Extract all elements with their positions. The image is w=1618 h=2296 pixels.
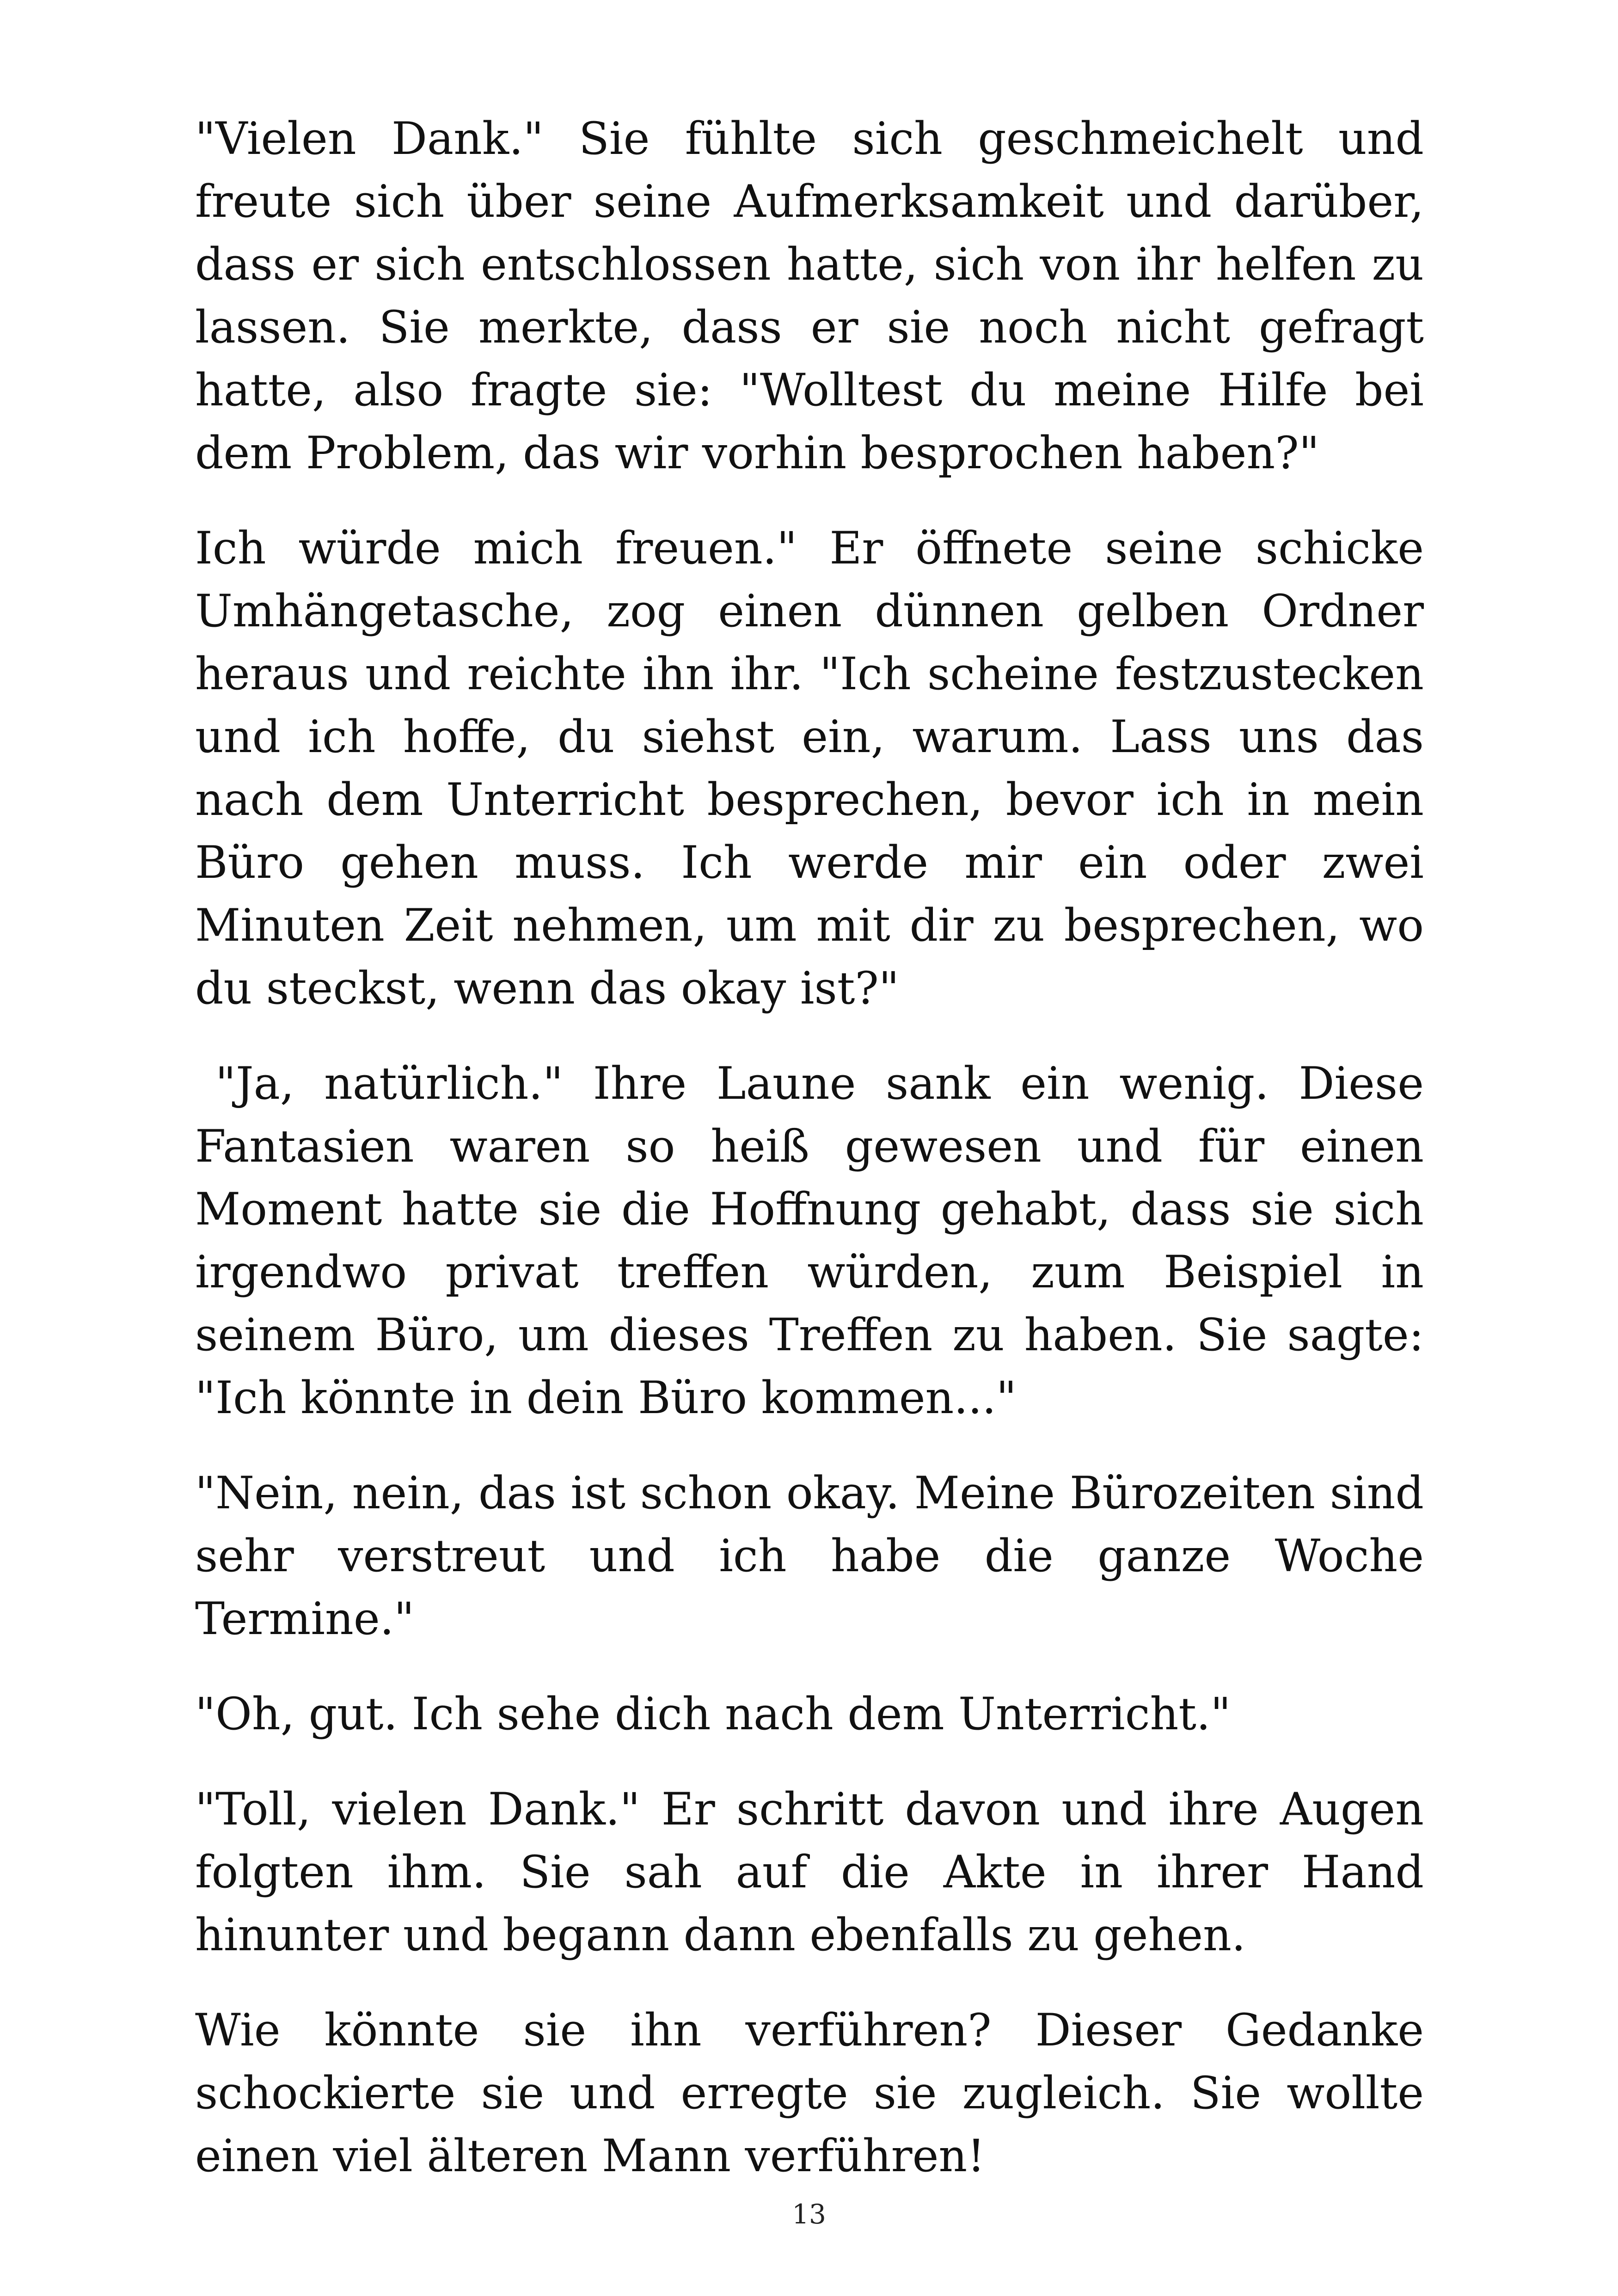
- paragraph-4: "Nein, nein, das ist schon okay. Meine Bürozeiten sind sehr verstreut und ich habe die ganze Woche Termine.": [195, 1467, 1424, 1645]
- paragraph-1: "Vielen Dank." Sie fühlte sich geschmeichelt und freute sich über seine Aufmerksamkeit und darüber, dass er sich entschlossen hatte, sich von ihr helfen zu lassen. Sie merkte, dass er sie noch nicht gefragt hatte, also fragte sie: "Wolltest du meine Hilfe bei dem Problem, das wir vorhin besprochen haben?": [195, 113, 1424, 479]
- paragraph-7: Wie könnte sie ihn verführen? Dieser Gedanke schockierte sie und erregte sie zugleich. Sie wollte einen viel älteren Mann verführen!: [195, 2004, 1424, 2182]
- paragraph-5: "Oh, gut. Ich sehe dich nach dem Unterricht.": [195, 1688, 1231, 1740]
- text-body: [195, 107, 1424, 2220]
- paragraph-3: "Ja, natürlich." Ihre Laune sank ein wenig. Diese Fantasien waren so heiß gewesen und für einen Moment hatte sie die Hoffnung gehabt, dass sie sich irgendwo privat treffen würden, zum Beispiel in seinem Büro, um dieses Treffen zu haben. Sie sagte: "Ich könnte in dein Büro kommen...": [195, 1058, 1424, 1424]
- paragraph-6: "Toll, vielen Dank." Er schritt davon und ihre Augen folgten ihm. Sie sah auf die Akte in ihrer Hand hinunter und begann dann ebenfalls zu gehen.: [195, 1783, 1424, 1961]
- paragraph-2: Ich würde mich freuen." Er öffnete seine schicke Umhängetasche, zog einen dünnen gelben Ordner heraus und reichte ihn ihr. "Ich scheine festzustecken und ich hoffe, du siehst ein, warum. Lass uns das nach dem Unterricht besprechen, bevor ich in mein Büro gehen muss. Ich werde mir ein oder zwei Minuten Zeit nehmen, um mit dir zu besprechen, wo du steckst, wenn das okay ist?": [195, 522, 1424, 1014]
- page-number: 13: [792, 2198, 826, 2230]
